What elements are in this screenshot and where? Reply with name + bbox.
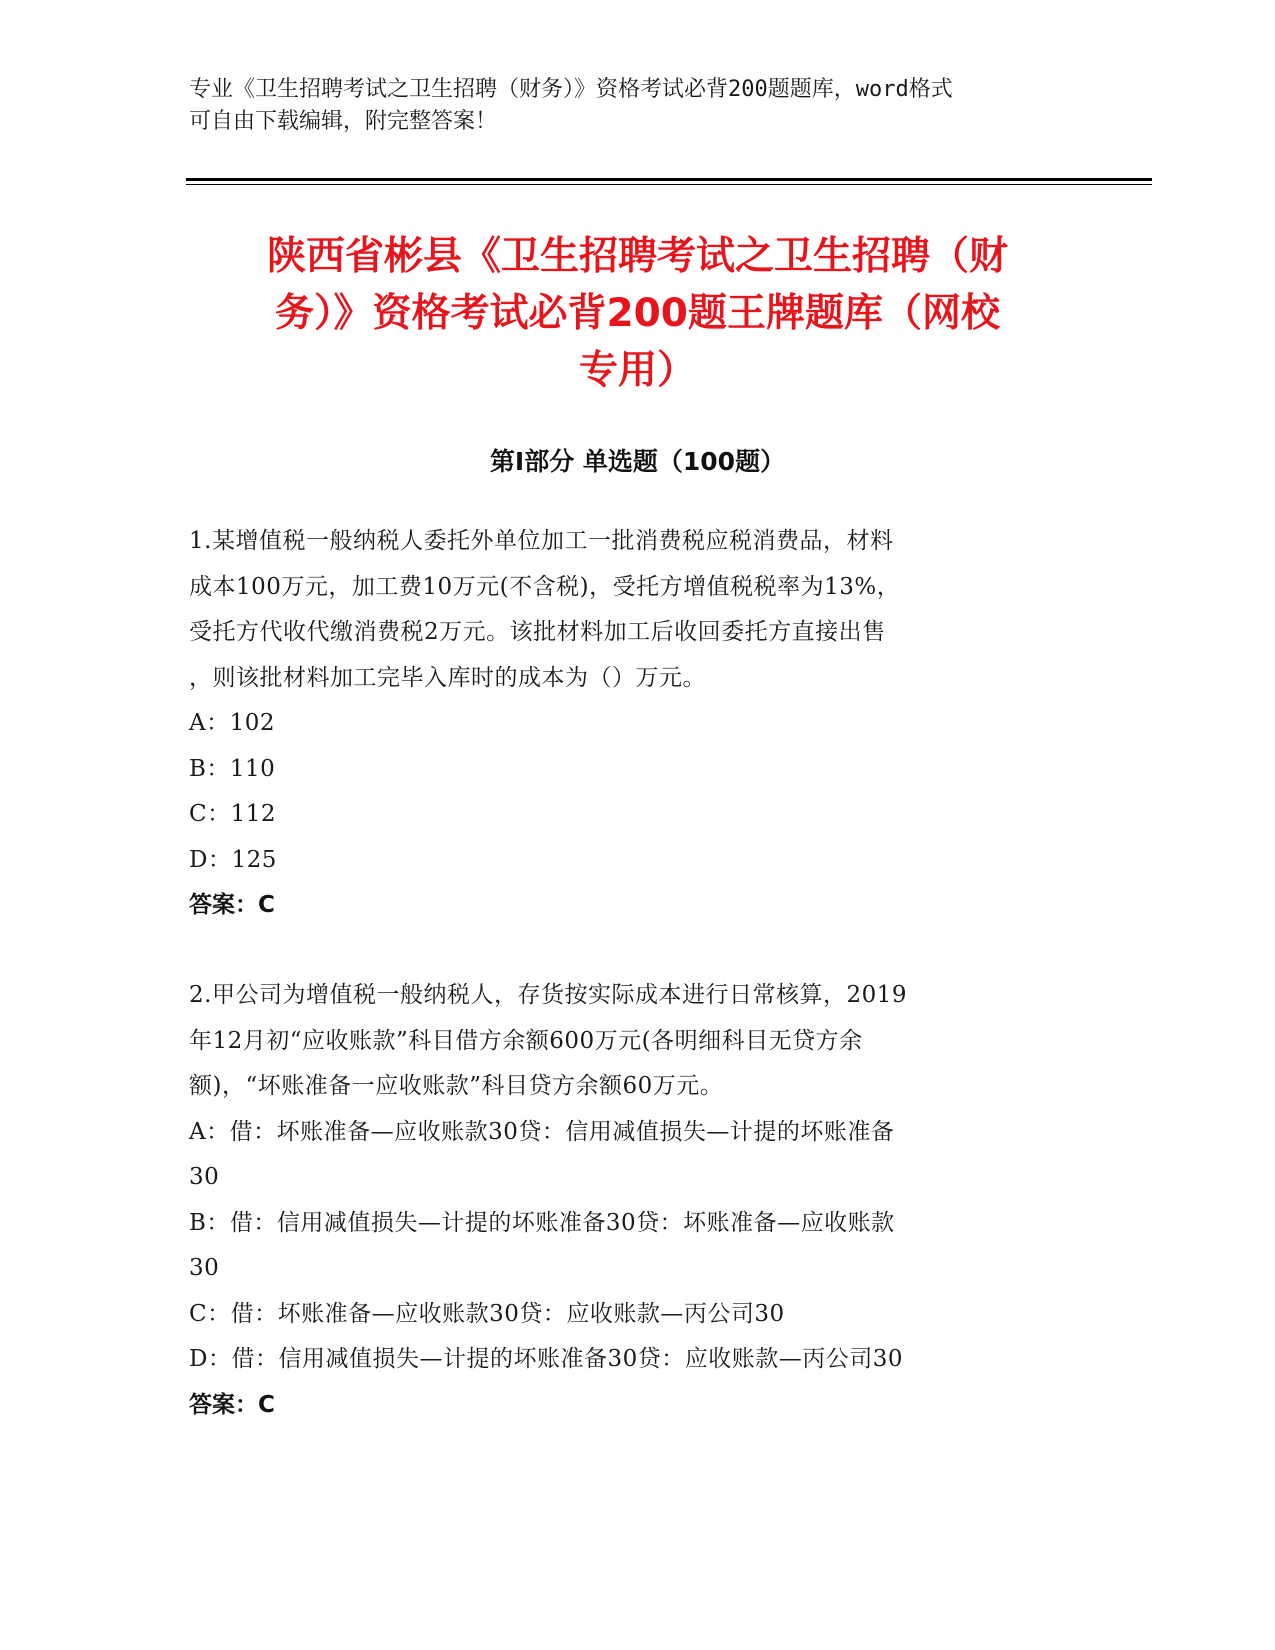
question-block: [189, 973, 1059, 1428]
option-c: C：112: [189, 801, 276, 827]
header-note: [189, 74, 1069, 138]
question-stem-line: 额)，“坏账准备一应收账款”科目贷方余额60万元。: [189, 1073, 724, 1099]
question-stem-line: ，则该批材料加工完毕入库时的成本为（）万元。: [189, 664, 706, 691]
header-divider-thin: [186, 184, 1152, 185]
document-title-line-1: 陕西省彬县《卫生招聘考试之卫生招聘（财: [266, 234, 1008, 279]
option-d: D：借：信用减值损失—计提的坏账准备30贷：应收账款—丙公司30: [189, 1346, 903, 1372]
option-a: A：借：坏账准备—应收账款30贷：信用减值损失—计提的坏账准备: [189, 1118, 895, 1145]
document-title: [190, 228, 1085, 399]
option-b-continuation: 30: [189, 1255, 220, 1281]
question-stem-line: 成本100万元，加工费10万元(不含税)，受托方增值税税率为13%，: [189, 573, 901, 600]
question-stem-line: 受托方代收代缴消费税2万元。该批材料加工后收回委托方直接出售: [189, 619, 886, 645]
question-stem-line: 2.甲公司为增值税一般纳税人，存货按实际成本进行日常核算，2019: [189, 982, 907, 1008]
question-block: [189, 519, 1059, 929]
option-a: A：102: [189, 710, 276, 736]
header-note-line-1: 专业《卫生招聘考试之卫生招聘（财务）》资格考试必背200题题库，word格式: [189, 77, 953, 102]
question-stem-line: 年12月初“应收账款”科目借方余额600万元(各明细科目无贷方余: [189, 1027, 863, 1054]
answer-line: 答案：C: [189, 892, 275, 918]
option-b: B：借：信用减值损失—计提的坏账准备30贷：坏账准备—应收账款: [189, 1209, 895, 1236]
option-d: D：125: [189, 846, 277, 873]
header-divider-thick: [186, 178, 1152, 181]
header-note-line-2: 可自由下载编辑，附完整答案！: [189, 109, 498, 134]
option-b: B：110: [189, 755, 276, 782]
answer-line: 答案：C: [189, 1391, 275, 1418]
option-a-continuation: 30: [189, 1164, 220, 1190]
document-title-line-3: 专用）: [578, 348, 696, 393]
section-heading: 第I部分 单选题（100题）: [489, 447, 786, 476]
document-title-line-2: 务）》资格考试必背200题王牌题库（网校: [275, 291, 1000, 336]
question-stem-line: 1.某增值税一般纳税人委托外单位加工一批消费税应税消费品，材料: [189, 528, 894, 554]
option-c: C：借：坏账准备—应收账款30贷：应收账款—丙公司30: [189, 1300, 785, 1327]
